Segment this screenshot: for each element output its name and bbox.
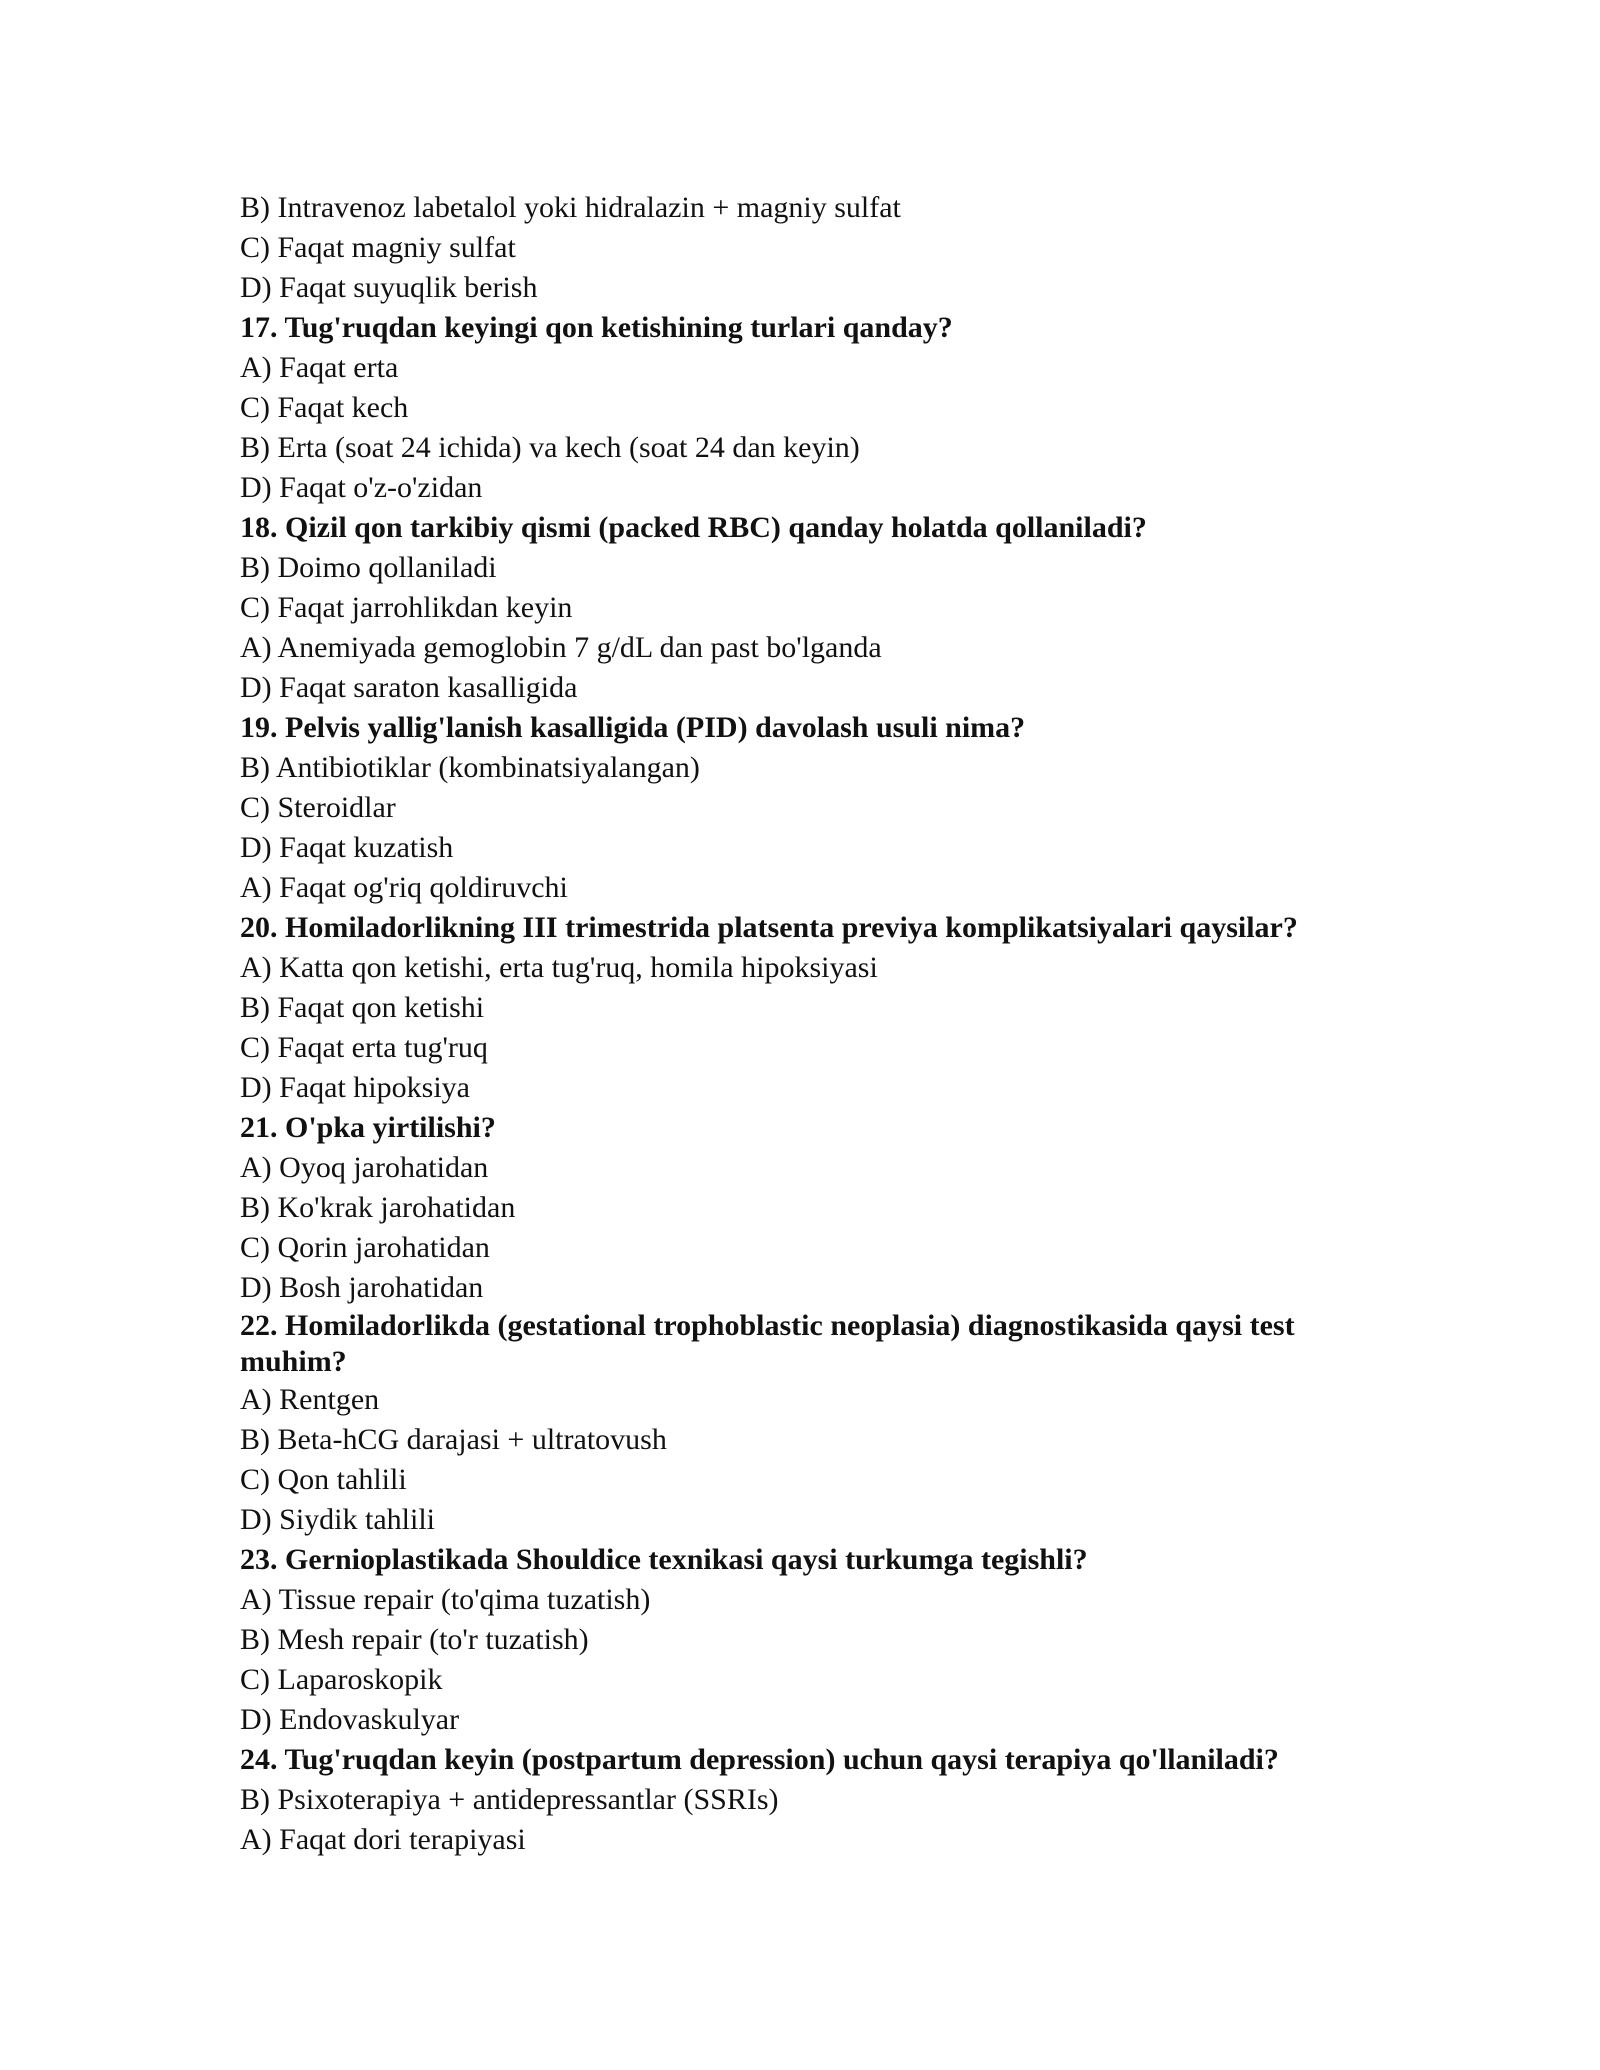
question-heading: 18. Qizil qon tarkibiy qismi (packed RBC) qanday holatda qollaniladi? xyxy=(240,511,1147,544)
answer-option: A) Faqat dori terapiyasi xyxy=(240,1823,526,1856)
answer-option: B) Psixoterapiya + antidepressantlar (SSRIs) xyxy=(240,1783,779,1816)
answer-option: B) Antibiotiklar (kombinatsiyalangan) xyxy=(240,751,700,784)
answer-option: C) Qorin jarohatidan xyxy=(240,1231,490,1264)
answer-option: C) Laparoskopik xyxy=(240,1663,443,1696)
answer-option: B) Mesh repair (to'r tuzatish) xyxy=(240,1623,589,1656)
answer-option: B) Intravenoz labetalol yoki hidralazin + magniy sulfat xyxy=(240,191,901,224)
answer-option: D) Faqat suyuqlik berish xyxy=(240,271,538,304)
answer-option: D) Faqat o'z-o'zidan xyxy=(240,471,483,504)
question-heading: 21. O'pka yirtilishi? xyxy=(240,1111,496,1144)
question-heading: 24. Tug'ruqdan keyin (postpartum depression) uchun qaysi terapiya qo'llaniladi? xyxy=(240,1743,1279,1776)
answer-option: D) Endovaskulyar xyxy=(240,1703,460,1736)
answer-option: C) Steroidlar xyxy=(240,791,396,824)
answer-option: B) Doimo qollaniladi xyxy=(240,551,497,584)
answer-option: A) Anemiyada gemoglobin 7 g/dL dan past bo'lganda xyxy=(240,631,882,664)
answer-option: A) Rentgen xyxy=(240,1383,380,1416)
question-heading: 20. Homiladorlikning III trimestrida platsenta previya komplikatsiyalari qaysilar? xyxy=(240,911,1298,944)
answer-option: C) Faqat jarrohlikdan keyin xyxy=(240,591,573,624)
answer-option: A) Katta qon ketishi, erta tug'ruq, homila hipoksiyasi xyxy=(240,951,878,984)
answer-option: C) Qon tahlili xyxy=(240,1463,407,1496)
document-page xyxy=(240,188,1360,1860)
answer-option: A) Faqat og'riq qoldiruvchi xyxy=(240,871,568,904)
answer-option: A) Tissue repair (to'qima tuzatish) xyxy=(240,1583,651,1616)
answer-option: C) Faqat magniy sulfat xyxy=(240,231,516,264)
answer-option: D) Faqat saraton kasalligida xyxy=(240,671,578,704)
answer-option: B) Erta (soat 24 ichida) va kech (soat 24 dan keyin) xyxy=(240,431,860,464)
answer-option: A) Faqat erta xyxy=(240,351,399,384)
answer-option: B) Ko'krak jarohatidan xyxy=(240,1191,516,1224)
answer-option: C) Faqat erta tug'ruq xyxy=(240,1031,488,1064)
question-heading: 19. Pelvis yallig'lanish kasalligida (PID) davolash usuli nima? xyxy=(240,711,1026,744)
answer-option: A) Oyoq jarohatidan xyxy=(240,1151,489,1184)
question-heading: 17. Tug'ruqdan keyingi qon ketishining turlari qanday? xyxy=(240,311,953,344)
answer-option: D) Bosh jarohatidan xyxy=(240,1271,484,1304)
question-heading: 23. Gernioplastikada Shouldice texnikasi qaysi turkumga tegishli? xyxy=(240,1543,1088,1576)
question-heading: 22. Homiladorlikda (gestational trophoblastic neoplasia) diagnostikasida qaysi test muhim? xyxy=(240,1309,1295,1378)
answer-option: D) Siydik tahlili xyxy=(240,1503,435,1536)
answer-option: B) Faqat qon ketishi xyxy=(240,991,485,1024)
answer-option: D) Faqat hipoksiya xyxy=(240,1071,470,1104)
answer-option: D) Faqat kuzatish xyxy=(240,831,454,864)
answer-option: C) Faqat kech xyxy=(240,391,409,424)
answer-option: B) Beta-hCG darajasi + ultratovush xyxy=(240,1423,667,1456)
